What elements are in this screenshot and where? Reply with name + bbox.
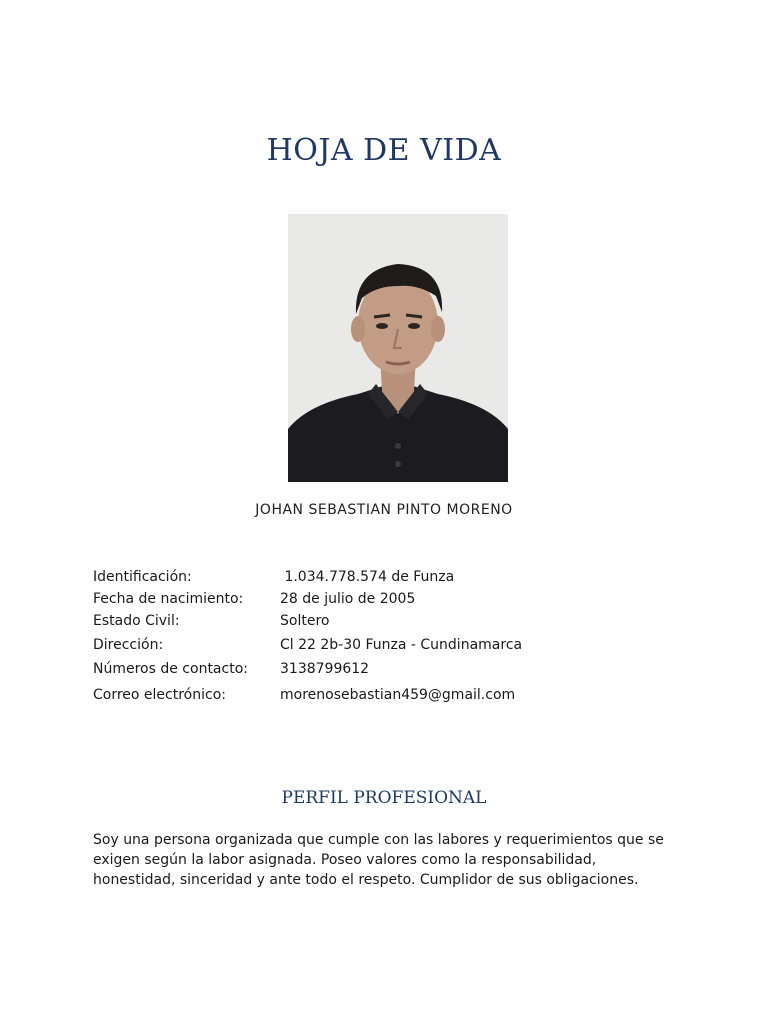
section-heading-profile: PERFIL PROFESIONAL (281, 788, 487, 808)
info-value: Soltero (280, 613, 330, 629)
info-label: Estado Civil: (93, 613, 180, 629)
info-label: Correo electrónico: (93, 687, 226, 703)
info-value: morenosebastian459@gmail.com (280, 687, 516, 703)
info-value: 3138799612 (280, 661, 370, 677)
info-label: Identificación: (93, 569, 192, 585)
info-value: 1.034.778.574 de Funza (280, 569, 455, 585)
profile-paragraph: Soy una persona organizada que cumple con las labores y requerimientos que se exigen según la labor asignada. Poseo valores como la responsabilidad, honestidad, sinceridad y ante todo el respeto. Cumplidor de sus obligaciones. (93, 832, 664, 888)
profile-photo (288, 214, 508, 482)
info-value: Cl 22 2b-30 Funza - Cundinamarca (280, 637, 523, 653)
full-name: JOHAN SEBASTIAN PINTO MORENO (255, 502, 513, 518)
info-label: Fecha de nacimiento: (93, 591, 244, 607)
info-value: 28 de julio de 2005 (280, 591, 416, 607)
info-label: Números de contacto: (93, 661, 248, 677)
page-title: HOJA DE VIDA (266, 133, 502, 168)
info-label: Dirección: (93, 637, 164, 653)
